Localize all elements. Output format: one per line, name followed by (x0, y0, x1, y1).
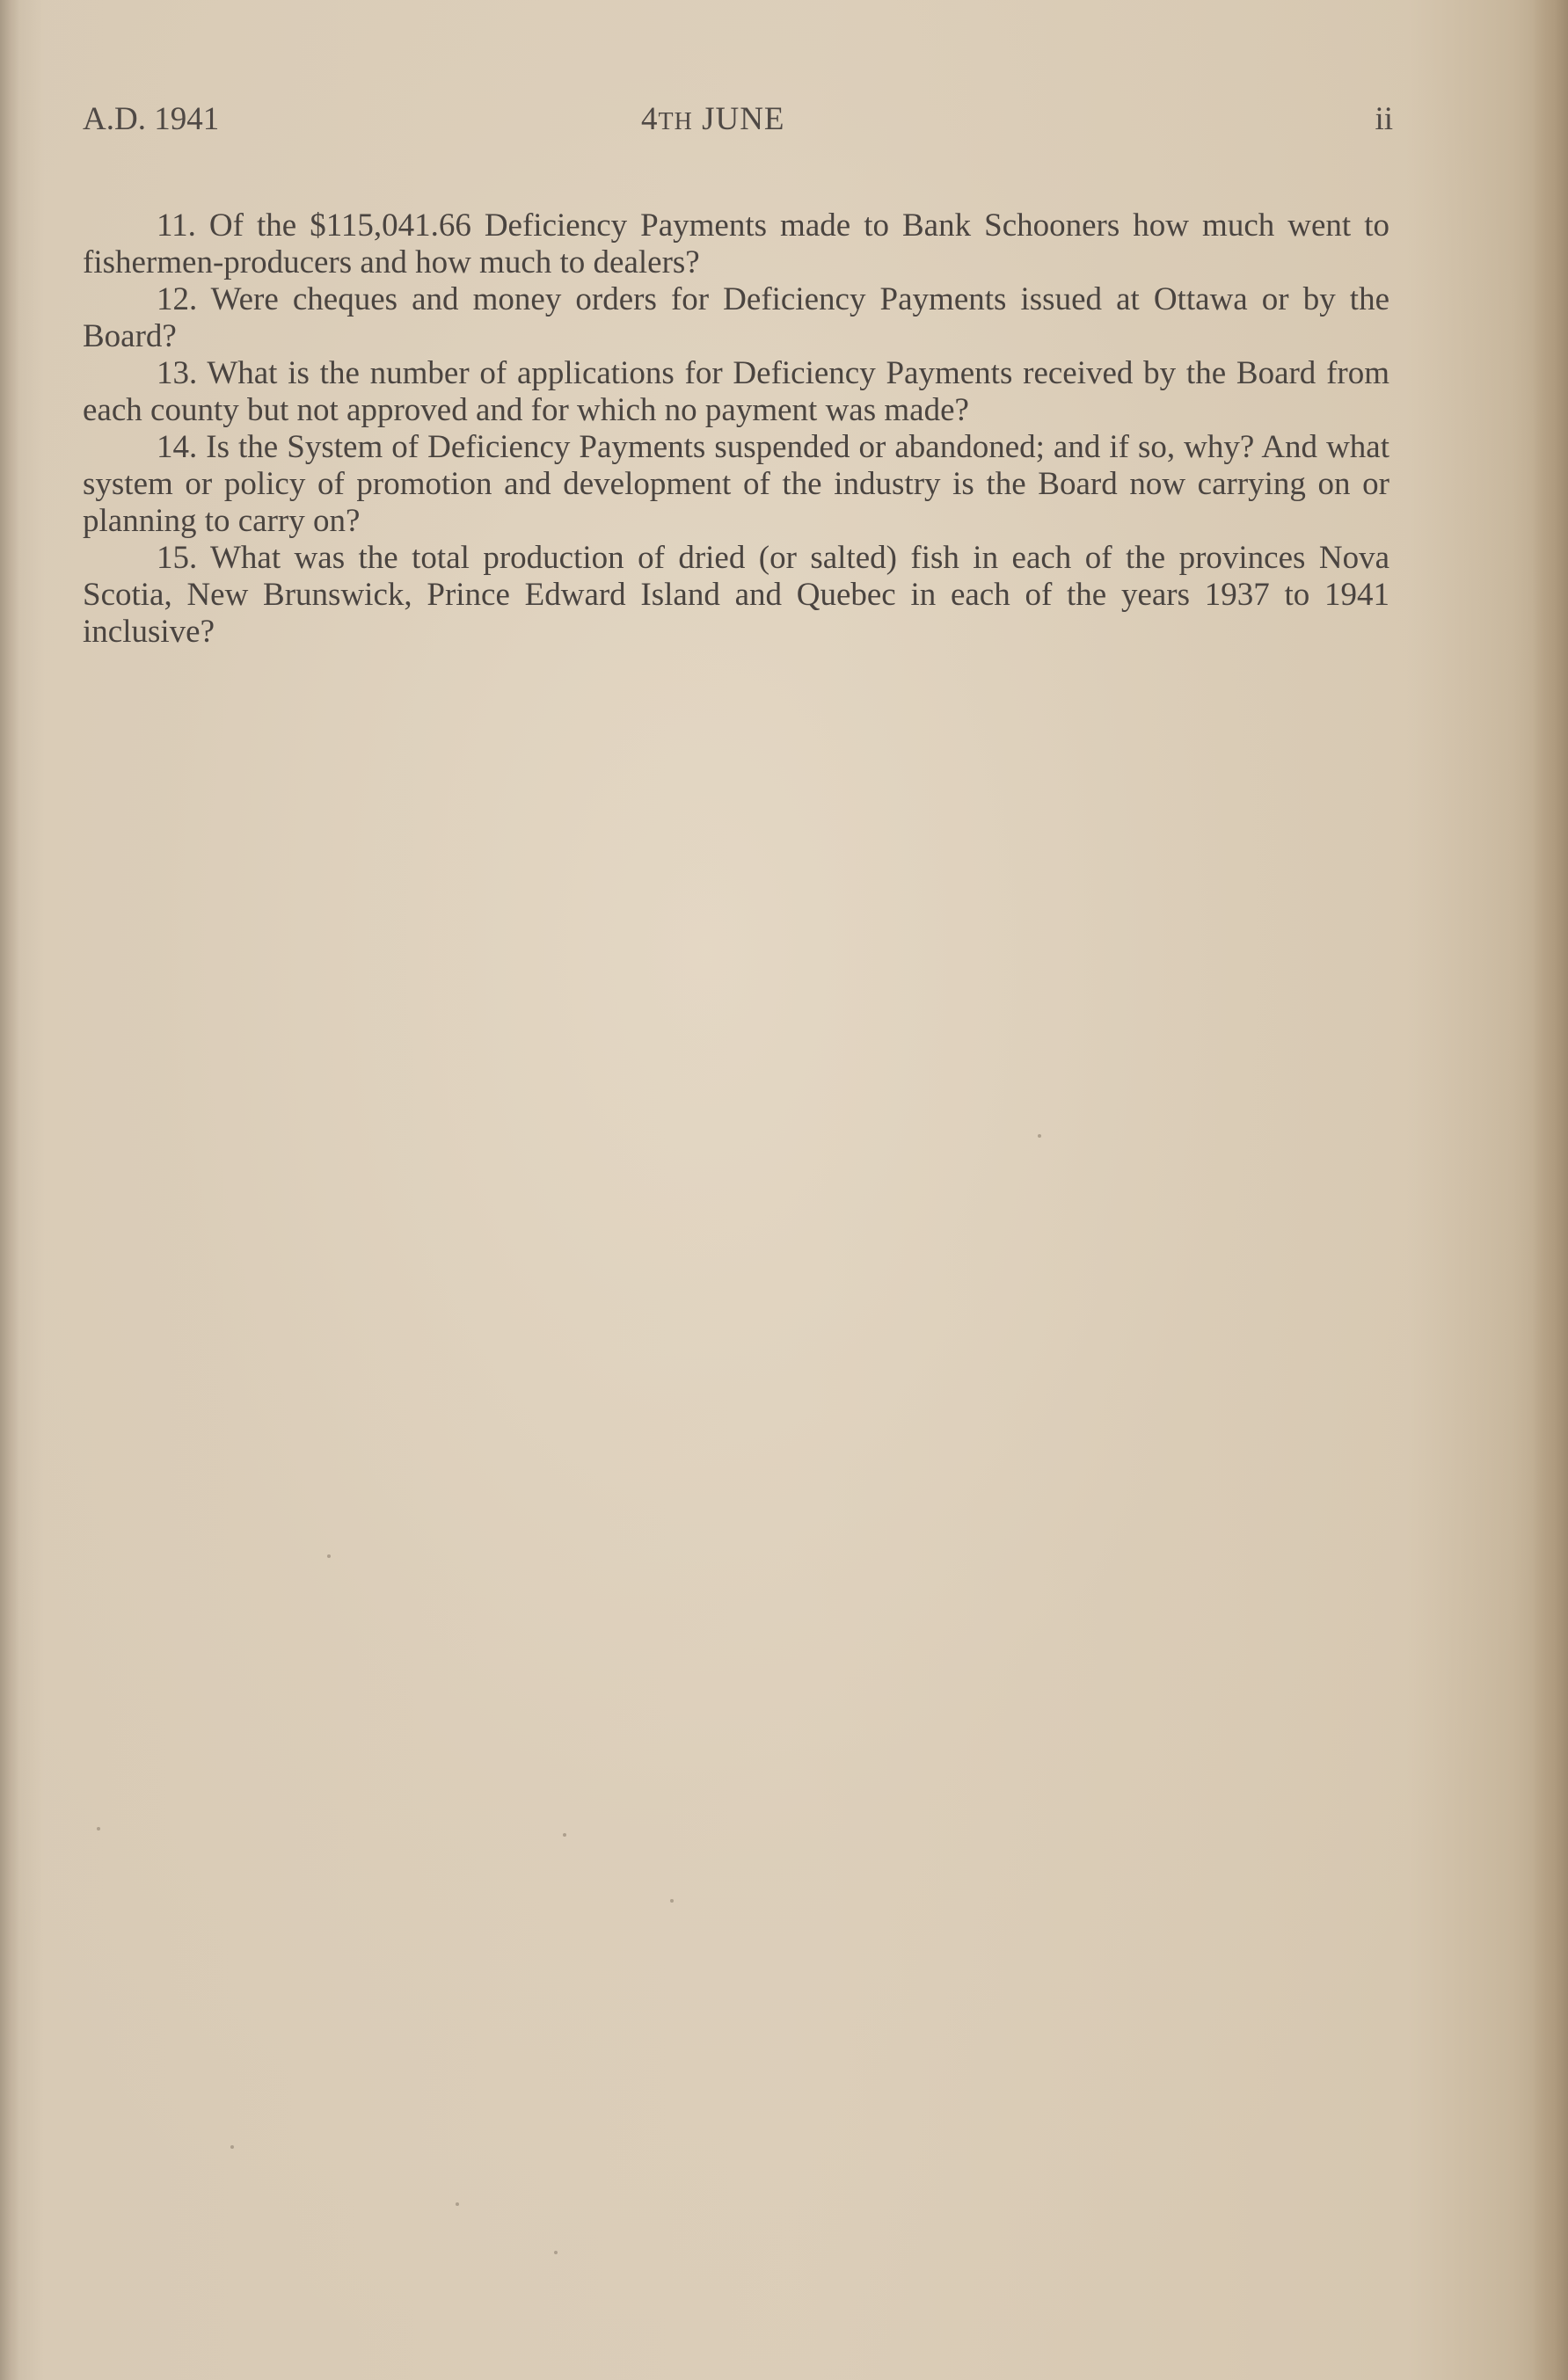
page-edge-shadow (1533, 0, 1568, 2380)
page-spine-shadow (0, 0, 19, 2380)
paper-speck (327, 1554, 331, 1558)
question-13: 13. What is the number of applications for Deficiency Payments received by the Board from each county but not approved and for which no payment was made? (83, 355, 1389, 428)
paper-speck (230, 2145, 234, 2149)
header-month: JUNE (702, 101, 785, 137)
paper-speck (456, 2202, 459, 2206)
paper-speck (554, 2251, 558, 2254)
paper-speck (1038, 1134, 1041, 1138)
paper-speck (563, 1833, 566, 1837)
header-day-number: 4 (641, 101, 659, 137)
question-11: 11. Of the $115,041.66 Deficiency Payments made to Bank Schooners how much went to fishermen-producers and how much to dealers? (83, 207, 1389, 280)
paper-speck (670, 1899, 674, 1903)
paper-speck (97, 1827, 100, 1830)
header-day (641, 98, 785, 143)
question-15: 15. What was the total production of dried (or salted) fish in each of the provinces Nova Scotia, New Brunswick, Prince Edward Island and Quebec in each of the years 1937 to 1941 inclusive? (83, 540, 1389, 650)
running-head (83, 98, 1393, 141)
header-date: A.D. 1941 (83, 101, 220, 137)
header-page-number: ii (1375, 101, 1393, 137)
question-12: 12. Were cheques and money orders for Deficiency Payments issued at Ottawa or by the Board? (83, 281, 1389, 354)
header-day-suffix: TH (658, 108, 693, 135)
question-14: 14. Is the System of Deficiency Payments suspended or abandoned; and if so, why? And what system or policy of promotion and development of the industry is the Board now carrying on or planning to carry on? (83, 429, 1389, 539)
question-list (83, 207, 1389, 651)
